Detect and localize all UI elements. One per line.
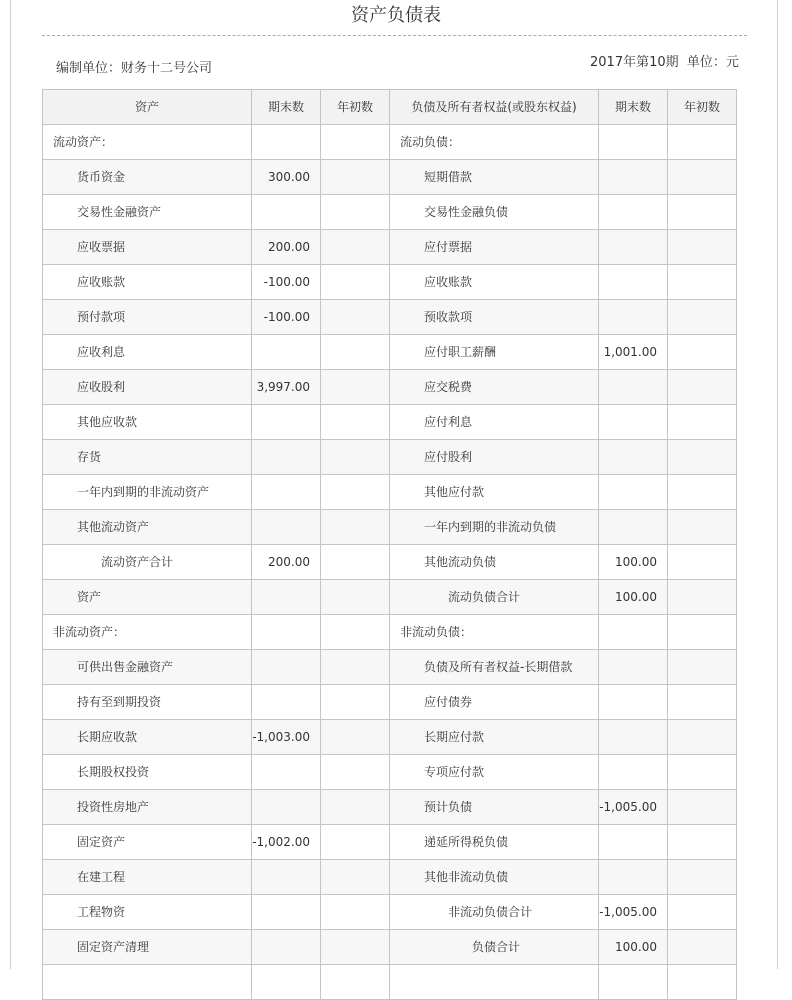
- liability-end-value-cell: [599, 860, 668, 895]
- asset-name-cell: 流动资产合计: [43, 545, 252, 580]
- liability-begin-value-cell: [668, 895, 737, 930]
- liability-begin-value-cell: [668, 755, 737, 790]
- asset-end-value-cell: 200.00: [252, 545, 321, 580]
- asset-begin-value-cell: [321, 930, 390, 965]
- liability-name-cell: 递延所得税负债: [390, 825, 599, 860]
- table-row: [43, 930, 737, 965]
- liability-begin-value-cell: [668, 650, 737, 685]
- liability-name-cell: 长期应付款: [390, 720, 599, 755]
- asset-name-cell: 应收账款: [43, 265, 252, 300]
- liability-name-cell: 其他流动负债: [390, 545, 599, 580]
- liability-end-value-cell: [599, 405, 668, 440]
- liability-end-value-cell: [599, 475, 668, 510]
- liability-begin-value-cell: [668, 510, 737, 545]
- liability-name-cell: 应付票据: [390, 230, 599, 265]
- asset-end-value-cell: 3,997.00: [252, 370, 321, 405]
- asset-end-value-cell: [252, 790, 321, 825]
- asset-name-cell: 固定资产: [43, 825, 252, 860]
- table-row: [43, 825, 737, 860]
- liability-name-cell: 应付股利: [390, 440, 599, 475]
- page-frame-right-border: [777, 0, 778, 969]
- table-row: [43, 510, 737, 545]
- asset-name-cell: 其他流动资产: [43, 510, 252, 545]
- asset-name-cell: 在建工程: [43, 860, 252, 895]
- table-row: [43, 405, 737, 440]
- asset-begin-value-cell: [321, 160, 390, 195]
- asset-begin-value-cell: [321, 440, 390, 475]
- liability-end-value-cell: [599, 615, 668, 650]
- table-row: [43, 650, 737, 685]
- liability-end-value-cell: [599, 650, 668, 685]
- liability-begin-value-cell: [668, 195, 737, 230]
- liability-begin-value-cell: [668, 825, 737, 860]
- asset-end-value-cell: [252, 510, 321, 545]
- asset-end-value-cell: [252, 965, 321, 1000]
- asset-name-cell: 长期股权投资: [43, 755, 252, 790]
- page-frame-left-border: [10, 0, 11, 969]
- period-info: [590, 54, 739, 72]
- liability-begin-value-cell: [668, 160, 737, 195]
- liability-name-cell: 非流动负债合计: [390, 895, 599, 930]
- liability-begin-value-cell: [668, 440, 737, 475]
- liability-begin-value-cell: [668, 405, 737, 440]
- asset-name-cell: 长期应收款: [43, 720, 252, 755]
- asset-name-cell: 工程物资: [43, 895, 252, 930]
- header-asset-begin: 年初数: [321, 90, 390, 125]
- liability-begin-value-cell: [668, 230, 737, 265]
- liability-name-cell: 非流动负债：: [390, 615, 599, 650]
- liability-begin-value-cell: [668, 860, 737, 895]
- liability-name-cell: 专项应付款: [390, 755, 599, 790]
- asset-name-cell: [43, 965, 252, 1000]
- asset-end-value-cell: [252, 895, 321, 930]
- liability-begin-value-cell: [668, 930, 737, 965]
- asset-end-value-cell: 300.00: [252, 160, 321, 195]
- asset-name-cell: 存货: [43, 440, 252, 475]
- liability-begin-value-cell: [668, 125, 737, 160]
- table-row: [43, 965, 737, 1000]
- asset-name-cell: 应收票据: [43, 230, 252, 265]
- liability-name-cell: 负债合计: [390, 930, 599, 965]
- table-row: [43, 545, 737, 580]
- liability-name-cell: 应交税费: [390, 370, 599, 405]
- table-row: [43, 370, 737, 405]
- asset-name-cell: 投资性房地产: [43, 790, 252, 825]
- table-row: [43, 685, 737, 720]
- table-row: [43, 195, 737, 230]
- liability-end-value-cell: [599, 510, 668, 545]
- asset-end-value-cell: -100.00: [252, 300, 321, 335]
- asset-end-value-cell: [252, 195, 321, 230]
- liability-end-value-cell: -1,005.00: [599, 790, 668, 825]
- liability-end-value-cell: [599, 265, 668, 300]
- asset-begin-value-cell: [321, 545, 390, 580]
- liability-name-cell: 应付债券: [390, 685, 599, 720]
- asset-end-value-cell: [252, 580, 321, 615]
- liability-name-cell: [390, 965, 599, 1000]
- liability-end-value-cell: [599, 825, 668, 860]
- asset-begin-value-cell: [321, 265, 390, 300]
- table-header-row: [43, 90, 737, 125]
- liability-name-cell: 短期借款: [390, 160, 599, 195]
- liability-name-cell: 一年内到期的非流动负债: [390, 510, 599, 545]
- asset-name-cell: 非流动资产：: [43, 615, 252, 650]
- liability-name-cell: 其他非流动负债: [390, 860, 599, 895]
- table-row: [43, 860, 737, 895]
- liability-end-value-cell: 100.00: [599, 545, 668, 580]
- liability-end-value-cell: [599, 755, 668, 790]
- asset-begin-value-cell: [321, 195, 390, 230]
- asset-end-value-cell: -1,003.00: [252, 720, 321, 755]
- asset-begin-value-cell: [321, 755, 390, 790]
- liability-begin-value-cell: [668, 475, 737, 510]
- asset-end-value-cell: [252, 650, 321, 685]
- asset-begin-value-cell: [321, 860, 390, 895]
- table-row: [43, 580, 737, 615]
- table-row: [43, 475, 737, 510]
- liability-end-value-cell: [599, 370, 668, 405]
- table-row: [43, 895, 737, 930]
- table-row: [43, 230, 737, 265]
- header-asset-end: 期末数: [252, 90, 321, 125]
- asset-begin-value-cell: [321, 300, 390, 335]
- table-row: [43, 160, 737, 195]
- asset-begin-value-cell: [321, 510, 390, 545]
- liability-name-cell: 应付职工薪酬: [390, 335, 599, 370]
- liability-begin-value-cell: [668, 615, 737, 650]
- asset-end-value-cell: [252, 930, 321, 965]
- liability-end-value-cell: [599, 685, 668, 720]
- liability-end-value-cell: [599, 965, 668, 1000]
- table-row: [43, 615, 737, 650]
- asset-name-cell: 应收利息: [43, 335, 252, 370]
- asset-begin-value-cell: [321, 790, 390, 825]
- asset-end-value-cell: [252, 440, 321, 475]
- asset-name-cell: 应收股利: [43, 370, 252, 405]
- header-liability-end: 期末数: [599, 90, 668, 125]
- asset-name-cell: 可供出售金融资产: [43, 650, 252, 685]
- period-label: 2017年第10期: [590, 55, 679, 70]
- asset-begin-value-cell: [321, 475, 390, 510]
- liability-end-value-cell: 100.00: [599, 580, 668, 615]
- asset-begin-value-cell: [321, 895, 390, 930]
- asset-begin-value-cell: [321, 615, 390, 650]
- liability-end-value-cell: [599, 440, 668, 475]
- table-row: [43, 440, 737, 475]
- asset-end-value-cell: [252, 335, 321, 370]
- liability-name-cell: 其他应付款: [390, 475, 599, 510]
- asset-begin-value-cell: [321, 685, 390, 720]
- asset-begin-value-cell: [321, 965, 390, 1000]
- liability-end-value-cell: [599, 195, 668, 230]
- asset-begin-value-cell: [321, 825, 390, 860]
- org-label: 编制单位：财务十二号公司: [56, 61, 213, 76]
- table-row: [43, 790, 737, 825]
- asset-end-value-cell: [252, 475, 321, 510]
- asset-name-cell: 货币资金: [43, 160, 252, 195]
- asset-end-value-cell: [252, 125, 321, 160]
- liability-begin-value-cell: [668, 720, 737, 755]
- liability-name-cell: 应付利息: [390, 405, 599, 440]
- asset-name-cell: 固定资产清理: [43, 930, 252, 965]
- asset-name-cell: 其他应收款: [43, 405, 252, 440]
- asset-name-cell: 交易性金融资产: [43, 195, 252, 230]
- asset-end-value-cell: -100.00: [252, 265, 321, 300]
- table-row: [43, 300, 737, 335]
- liability-name-cell: 流动负债：: [390, 125, 599, 160]
- table-row: [43, 335, 737, 370]
- liability-end-value-cell: [599, 125, 668, 160]
- table-row: [43, 720, 737, 755]
- asset-begin-value-cell: [321, 405, 390, 440]
- asset-begin-value-cell: [321, 650, 390, 685]
- asset-end-value-cell: [252, 405, 321, 440]
- liability-end-value-cell: 100.00: [599, 930, 668, 965]
- asset-end-value-cell: 200.00: [252, 230, 321, 265]
- title-divider: [42, 35, 747, 36]
- liability-end-value-cell: [599, 160, 668, 195]
- liability-name-cell: 流动负债合计: [390, 580, 599, 615]
- table-row: [43, 755, 737, 790]
- liability-begin-value-cell: [668, 965, 737, 1000]
- asset-name-cell: 资产: [43, 580, 252, 615]
- asset-name-cell: 一年内到期的非流动资产: [43, 475, 252, 510]
- asset-name-cell: 预付款项: [43, 300, 252, 335]
- unit-label: 单位：元: [686, 55, 739, 70]
- asset-begin-value-cell: [321, 230, 390, 265]
- asset-end-value-cell: [252, 755, 321, 790]
- asset-end-value-cell: [252, 685, 321, 720]
- liability-end-value-cell: [599, 300, 668, 335]
- table-row: [43, 265, 737, 300]
- liability-name-cell: 预计负债: [390, 790, 599, 825]
- asset-begin-value-cell: [321, 125, 390, 160]
- header-liability-begin: 年初数: [668, 90, 737, 125]
- asset-begin-value-cell: [321, 370, 390, 405]
- liability-name-cell: 负债及所有者权益-长期借款: [390, 650, 599, 685]
- asset-end-value-cell: [252, 860, 321, 895]
- liability-name-cell: 应收账款: [390, 265, 599, 300]
- liability-begin-value-cell: [668, 300, 737, 335]
- liability-name-cell: 预收款项: [390, 300, 599, 335]
- header-assets: 资产: [43, 90, 252, 125]
- liability-begin-value-cell: [668, 265, 737, 300]
- table-row: [43, 125, 737, 160]
- liability-end-value-cell: -1,005.00: [599, 895, 668, 930]
- liability-begin-value-cell: [668, 685, 737, 720]
- asset-end-value-cell: [252, 615, 321, 650]
- asset-name-cell: 流动资产：: [43, 125, 252, 160]
- liability-name-cell: 交易性金融负债: [390, 195, 599, 230]
- balance-sheet-table: [42, 89, 737, 1000]
- liability-begin-value-cell: [668, 545, 737, 580]
- header-liabilities: 负债及所有者权益(或股东权益): [390, 90, 599, 125]
- report-title: 资产负债表: [351, 5, 441, 26]
- asset-begin-value-cell: [321, 335, 390, 370]
- liability-begin-value-cell: [668, 580, 737, 615]
- liability-begin-value-cell: [668, 790, 737, 825]
- liability-end-value-cell: 1,001.00: [599, 335, 668, 370]
- asset-begin-value-cell: [321, 580, 390, 615]
- liability-begin-value-cell: [668, 335, 737, 370]
- liability-begin-value-cell: [668, 370, 737, 405]
- liability-end-value-cell: [599, 230, 668, 265]
- asset-end-value-cell: -1,002.00: [252, 825, 321, 860]
- liability-end-value-cell: [599, 720, 668, 755]
- asset-begin-value-cell: [321, 720, 390, 755]
- asset-name-cell: 持有至到期投资: [43, 685, 252, 720]
